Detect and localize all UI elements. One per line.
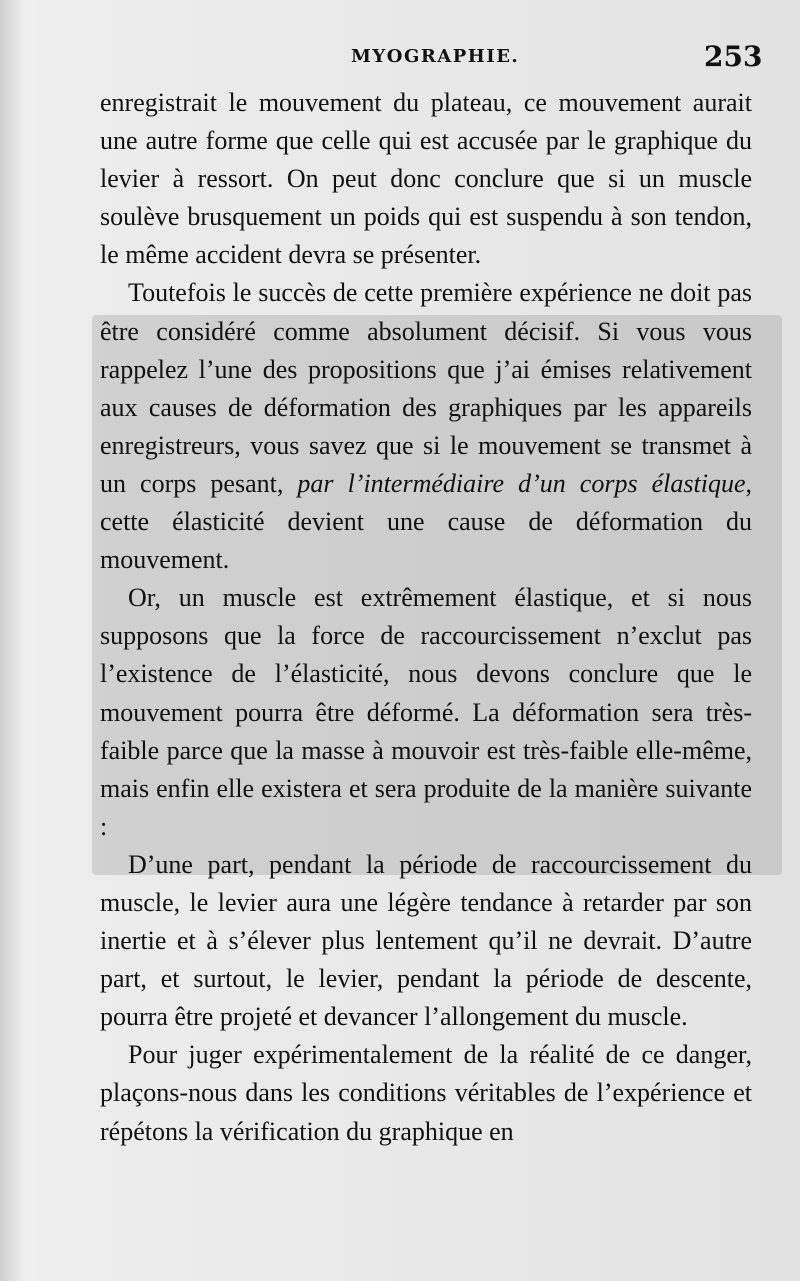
paragraph-1: enregistrait le mouvement du plateau, ce mouvement aurait une autre forme que celle qui est accusée par le graphique du levier à ressort. On peut donc conclure que si un muscle soulève brusquement un poids qui est suspendu à son tendon, le même accident devra se présenter. — [100, 88, 752, 270]
paragraph-4: D’une part, pendant la période de raccourcissement du muscle, le levier aura une légère tendance à retarder par son inertie et à s’élever plus lentement qu’il ne devrait. D’autre part, et surtout, le levier, pendant la période de descente, pourra être projeté et devancer l’allongement du muscle. — [100, 849, 752, 1032]
running-head — [0, 40, 800, 76]
body-text — [100, 84, 752, 1151]
paragraph-2-italic: par l’intermédiaire d’un corps élastique — [297, 468, 746, 498]
paragraph-5: Pour juger expérimentalement de la réalité de ce danger, plaçons-nous dans les conditions véritables de l’expérience et répétons la vérification du graphique en — [100, 1040, 752, 1146]
paragraph-2-end: , cette élasticité devient une cause de déformation du mouvement. — [100, 468, 752, 575]
running-title: MYOGRAPHIE. — [351, 46, 520, 67]
paragraph-2-text: Toutefois le succès de cette première expérience ne doit pas être considéré comme absolument décisif. Si vous vous rappelez l’une des propositions que j’ai émises relativement aux causes de déformation des graphiques par les appareils enregistreurs, vous savez que si le mouvement se transmet à un corps pesant, — [100, 278, 752, 498]
paragraph-2 — [100, 274, 752, 579]
paragraph-3: Or, un muscle est extrêmement élastique, et si nous supposons que la force de raccourcissement n’exclut pas l’existence de l’élasticité, nous devons conclure que le mouvement pourra être déformé. La déformation sera très-faible parce que la masse à mouvoir est très-faible elle-même, mais enfin elle existera et sera produite de la manière suivante : — [100, 583, 752, 841]
page-number: 253 — [704, 40, 763, 73]
